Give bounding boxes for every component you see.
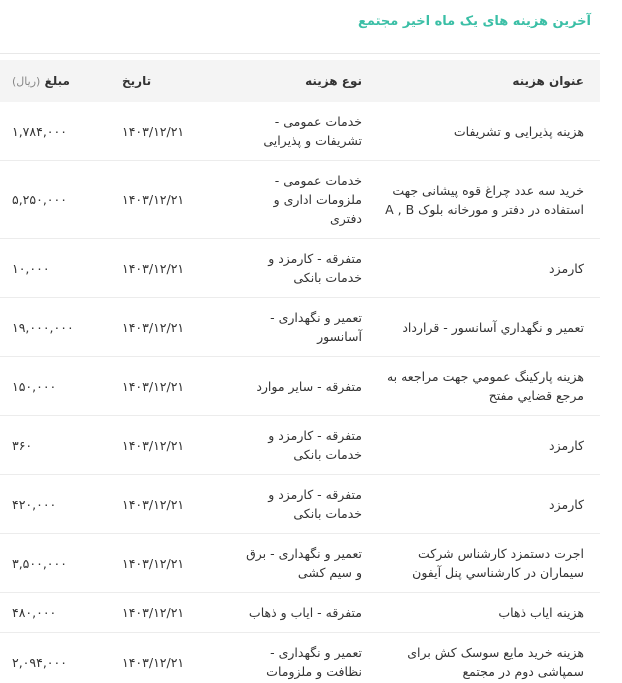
- table-row[interactable]: [0, 593, 600, 633]
- cell-amount: ۴۸۰,۰۰۰: [0, 593, 118, 633]
- cell-type: تعمیر و نگهداری - نظافت و ملزومات: [266, 645, 362, 679]
- cell-amount: ۳,۵۰۰,۰۰۰: [0, 534, 118, 593]
- cell-date: ۱۴۰۳/۱۲/۲۱: [118, 239, 238, 298]
- cell-amount: ۴۲۰,۰۰۰: [0, 475, 118, 534]
- cell-date: ۱۴۰۳/۱۲/۲۱: [118, 102, 238, 161]
- cell-title: خرید سه عدد چراغ قوه پیشانی جهت استفاده در دفتر و مورخانه بلوک A , B: [378, 161, 600, 239]
- cell-date: ۱۴۰۳/۱۲/۲۱: [118, 416, 238, 475]
- cell-amount: ۱۰,۰۰۰: [0, 239, 118, 298]
- header-amount-unit: (ریال): [12, 75, 41, 88]
- cell-title: هزینه پارکینگ عمومي جهت مراجعه به مرجع قضايي مفتح: [378, 357, 600, 416]
- cell-title: کارمزد: [378, 239, 600, 298]
- header-amount: [0, 60, 118, 102]
- cell-date: ۱۴۰۳/۱۲/۲۱: [118, 475, 238, 534]
- cell-date: ۱۴۰۳/۱۲/۲۱: [118, 357, 238, 416]
- cell-type: تعمیر و نگهداری - آسانسور: [238, 298, 378, 357]
- table-header-row: [0, 60, 600, 102]
- cell-date: ۱۴۰۳/۱۲/۲۱: [118, 298, 238, 357]
- cell-date: ۱۴۰۳/۱۲/۲۱: [118, 593, 238, 633]
- cell-amount: ۱,۷۸۴,۰۰۰: [0, 102, 118, 161]
- cell-type: متفرقه - کارمزد و خدمات بانکی: [238, 475, 378, 534]
- table-row[interactable]: [0, 357, 600, 416]
- cell-type: متفرقه - ایاب و ذهاب: [238, 593, 378, 633]
- cell-title: تعمیر و نگهداري آسانسور - قرارداد: [378, 298, 600, 357]
- cell-type: متفرقه - سایر موارد: [238, 357, 378, 416]
- cell-amount: ۳۶۰: [0, 416, 118, 475]
- cell-title: کارمزد: [378, 416, 600, 475]
- table-row[interactable]: [0, 298, 600, 357]
- expenses-table: [0, 60, 600, 683]
- cell-title: هزینه خرید مایع سوسک کش برای سمپاشی دوم در مجتمع: [407, 645, 584, 679]
- section-title: آخرین هزینه های یک ماه اخیر مجتمع: [358, 14, 591, 29]
- cell-title: هزینه پذیرایی و تشریفات: [378, 102, 600, 161]
- header-title: عنوان هزینه: [512, 74, 584, 88]
- cell-title: هزینه ایاب ذهاب: [378, 593, 600, 633]
- cell-date: ۱۴۰۳/۱۲/۲۱: [118, 534, 238, 593]
- table-row[interactable]: [0, 416, 600, 475]
- table-row[interactable]: [0, 475, 600, 534]
- cell-date: ۱۴۰۳/۱۲/۲۱: [122, 654, 185, 670]
- header-type: نوع هزینه: [305, 74, 362, 88]
- cell-amount: ۱۹,۰۰۰,۰۰۰: [0, 298, 118, 357]
- cell-type: تعمیر و نگهداری - برق و سیم کشی: [238, 534, 378, 593]
- divider: [0, 53, 600, 54]
- cell-type: خدمات عمومی - تشریفات و پذیرایی: [238, 102, 378, 161]
- cell-title: کارمزد: [378, 475, 600, 534]
- header-date: تاریخ: [122, 74, 152, 88]
- cell-type: متفرقه - کارمزد و خدمات بانکی: [238, 416, 378, 475]
- cell-title: اجرت دستمزد کارشناس شرکت سیماران در کارشناسي پنل آیفون: [378, 534, 600, 593]
- cell-type: متفرقه - کارمزد و خدمات بانکی: [238, 239, 378, 298]
- table-row[interactable]: [0, 161, 600, 239]
- cell-date: ۱۴۰۳/۱۲/۲۱: [118, 161, 238, 239]
- cell-amount: ۲,۰۹۴,۰۰۰: [12, 654, 67, 670]
- header-amount-label: مبلغ: [44, 74, 70, 88]
- cell-amount: ۵,۲۵۰,۰۰۰: [0, 161, 118, 239]
- table-row[interactable]: [0, 102, 600, 161]
- cell-type: خدمات عمومی - ملزومات اداری و دفتری: [238, 161, 378, 239]
- table-row[interactable]: [0, 633, 600, 683]
- table-row[interactable]: [0, 534, 600, 593]
- table-row[interactable]: [0, 239, 600, 298]
- cell-amount: ۱۵۰,۰۰۰: [0, 357, 118, 416]
